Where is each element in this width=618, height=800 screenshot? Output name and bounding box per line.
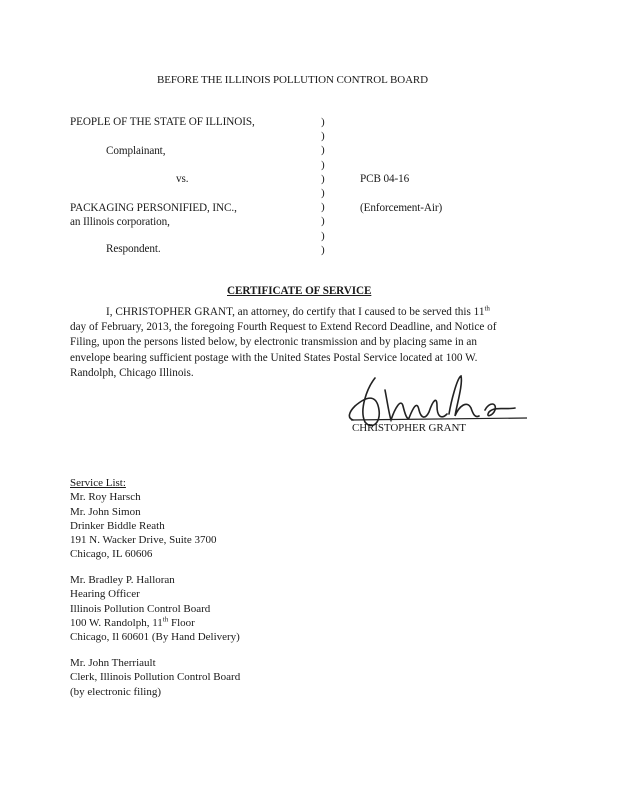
service-list-line: 100 W. Randolph, 11th Floor [70,615,195,629]
service-list-line: Mr. John Therriault [70,657,156,669]
service-list-line: Mr. John Simon [70,505,141,518]
service-list-line: Clerk, Illinois Pollution Control Board [70,671,241,684]
service-list-line: Mr. Roy Harsch [70,491,141,504]
plaintiff-name: PEOPLE OF THE STATE OF ILLINOIS, [70,116,255,128]
service-list-line: Chicago, Il 60601 (By Hand Delivery) [70,631,240,644]
versus-text: vs. [176,173,189,185]
service-list-label: Service List: [70,477,126,489]
defendant-role: Respondent. [106,243,161,255]
case-number: PCB 04-16 [360,173,410,185]
paren: ) [321,215,325,228]
certificate-title: CERTIFICATE OF SERVICE [227,285,372,297]
certificate-line: day of February, 2013, the foregoing Fourth Request to Extend Record Deadline, and Notice of [70,321,497,334]
service-list-line: (by electronic filing) [70,685,162,698]
service-list-line: Illinois Pollution Control Board [70,602,211,615]
service-list-line: Hearing Officer [70,588,140,601]
paren: ) [321,130,325,143]
service-list-line: Chicago, IL 60606 [70,548,153,561]
defendant-name: PACKAGING PERSONIFIED, INC., [70,202,237,214]
court-heading: BEFORE THE ILLINOIS POLLUTION CONTROL BOARD [157,74,428,86]
service-list-line: Drinker Biddle Reath [70,519,165,532]
service-list-group-1 [70,476,330,562]
signer-name: CHRISTOPHER GRANT [352,422,466,434]
paren: ) [321,229,325,242]
plaintiff-role: Complainant, [106,145,166,157]
case-type: (Enforcement-Air) [360,202,443,214]
paren: ) [321,144,325,157]
service-list-group-2 [70,573,330,644]
paren: ) [321,116,325,128]
defendant-description: an Illinois corporation, [70,216,170,228]
paren: ) [321,158,325,171]
caption-parentheses [321,115,331,257]
certificate-line: envelope bearing sufficient postage with the United States Postal Service located at 100 W. [70,351,478,364]
certificate-line: I, CHRISTOPHER GRANT, an attorney, do certify that I caused to be served this 11th [106,304,490,318]
certificate-line: Filing, upon the persons listed below, by electronic transmission and by placing same in an [70,336,477,349]
paren: ) [321,243,325,256]
service-list-line: Mr. Bradley P. Halloran [70,574,175,586]
certificate-line: Randolph, Chicago Illinois. [70,366,194,379]
paren: ) [321,201,325,214]
service-list-group-3 [70,656,330,699]
service-list-line: 191 N. Wacker Drive, Suite 3700 [70,534,217,547]
paren: ) [321,172,325,185]
paren: ) [321,187,325,200]
